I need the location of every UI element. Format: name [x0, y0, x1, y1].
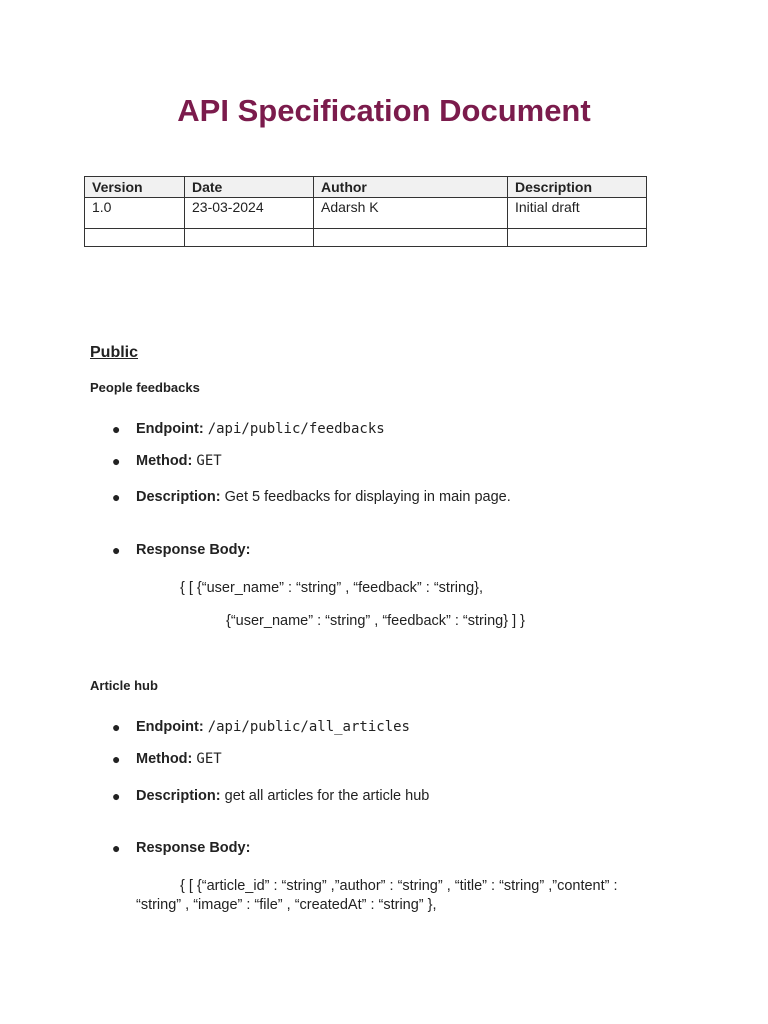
method-value: GET — [196, 751, 222, 767]
response-body-line: { [ {“user_name” : “string” , “feedback” : “string}, — [180, 580, 484, 596]
column-header-date: Date — [185, 177, 314, 198]
table-cell-author: Adarsh K — [314, 198, 508, 229]
table-cell-date: 23-03-2024 — [185, 198, 314, 229]
document-title: API Specification Document — [177, 93, 591, 128]
bullet-icon: ● — [112, 489, 121, 505]
response-body-line: “string” , “image” : “file” , “createdAt” : “string” }, — [136, 897, 437, 913]
description-value: Get 5 feedbacks for displaying in main page. — [224, 489, 511, 505]
method-value: GET — [196, 453, 222, 469]
bullet-icon: ● — [112, 453, 121, 469]
table-row — [85, 229, 647, 247]
endpoint-label: Endpoint: — [136, 421, 204, 437]
section-heading-public: Public — [90, 344, 139, 361]
subheading-people-feedbacks: People feedbacks — [90, 380, 200, 395]
column-header-version: Version — [85, 177, 185, 198]
bullet-icon: ● — [112, 751, 121, 767]
table-cell-author — [314, 229, 508, 247]
method-label: Method: — [136, 453, 193, 469]
bullet-icon: ● — [112, 542, 121, 558]
column-header-author: Author — [314, 177, 508, 198]
bullet-icon: ● — [112, 719, 121, 735]
bullet-icon: ● — [112, 840, 121, 856]
bullet-icon: ● — [112, 421, 121, 437]
table-cell-description: Initial draft — [508, 198, 647, 229]
endpoint-value: /api/public/all_articles — [207, 719, 410, 735]
table-header-row — [85, 177, 647, 198]
response-body-label: Response Body: — [136, 542, 251, 558]
description-label: Description: — [136, 788, 221, 804]
response-body-line: { [ {“article_id” : “string” ,”author” : “string” , “title” : “string” ,”content” : — [180, 878, 618, 894]
version-history-table — [84, 176, 647, 247]
endpoint-label: Endpoint: — [136, 719, 204, 735]
response-body-line: {“user_name” : “string” , “feedback” : “string} ] } — [226, 613, 525, 629]
bullet-icon: ● — [112, 788, 121, 804]
column-header-description: Description — [508, 177, 647, 198]
method-label: Method: — [136, 751, 193, 767]
description-value: get all articles for the article hub — [224, 788, 430, 804]
table-cell-version: 1.0 — [85, 198, 185, 229]
response-body-label: Response Body: — [136, 840, 251, 856]
endpoint-value: /api/public/feedbacks — [207, 421, 385, 437]
table-cell-version — [85, 229, 185, 247]
description-label: Description: — [136, 489, 221, 505]
subheading-article-hub: Article hub — [90, 678, 158, 693]
table-cell-description — [508, 229, 647, 247]
table-cell-date — [185, 229, 314, 247]
table-row — [85, 198, 647, 229]
